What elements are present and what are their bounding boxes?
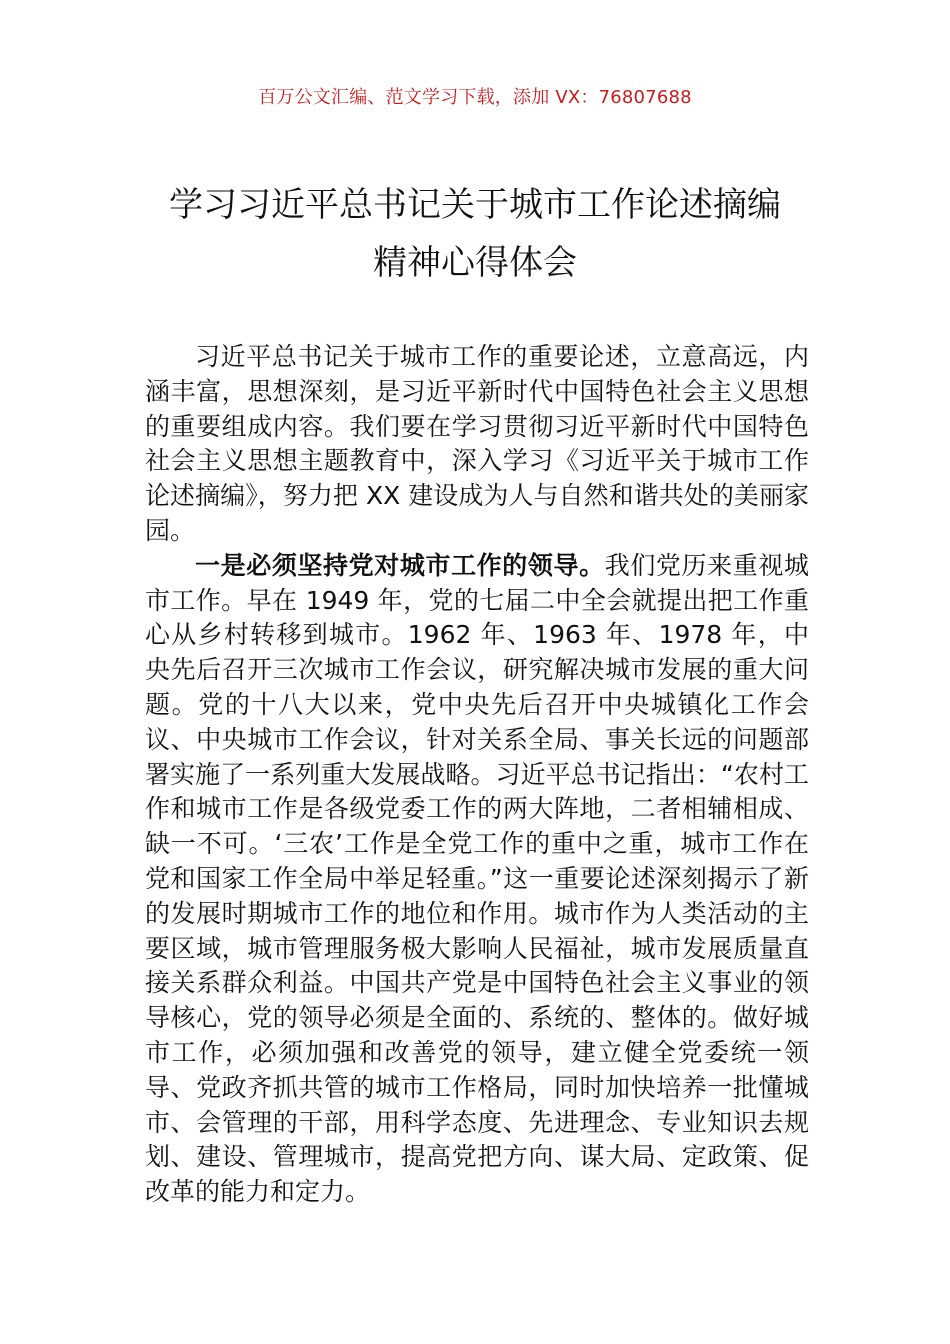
title-line-1: 学习习近平总书记关于城市工作论述摘编 xyxy=(169,185,781,225)
document-title xyxy=(0,176,950,292)
paragraph-point-one xyxy=(145,549,809,1210)
paragraph-text: 我们党历来重视城市工作。早在 1949 年，党的七届二中全会就提出把工作重心从乡村转移到城市。1962 年、1963 年、1978 年，中央先后召开三次城市工作会议，研究解决城市发展的重大问题。党的十八大以来，党中央先后召开中央城镇化工作会议、中央城市工作会议，针对关系全局、事关长远的问题部署实施了一系列重大发展战略。习近平总书记指出：“农村工作和城市工作是各级党委工作的两大阵地，二者相辅相成、缺一不可。‘三农’工作是全党工作的重中之重，城市工作在党和国家工作全局中举足轻重。”这一重要论述深刻揭示了新的发展时期城市工作的地位和作用。城市作为人类活动的主要区域，城市管理服务极大影响人民福祉，城市发展质量直接关系群众利益。中国共产党是中国特色社会主义事业的领导核心，党的领导必须是全面的、系统的、整体的。做好城市工作，必须加强和改善党的领导，建立健全党委统一领导、党政齐抓共管的城市工作格局，同时加快培养一批懂城市、会管理的干部，用科学态度、先进理念、专业知识去规划、建设、管理城市，提高党把方向、谋大局、定政策、促改革的能力和定力。 xyxy=(145,550,809,1207)
title-line-2: 精神心得体会 xyxy=(373,243,577,283)
paragraph-text: 习近平总书记关于城市工作的重要论述，立意高远，内涵丰富，思想深刻，是习近平新时代中国特色社会主义思想的重要组成内容。我们要在学习贯彻习近平新时代中国特色社会主义思想主题教育中，深入学习《习近平关于城市工作论述摘编》，努力把 XX 建设成为人与自然和谐共处的美丽家园。 xyxy=(145,342,809,545)
paragraph-lead: 一是必须坚持党对城市工作的领导。 xyxy=(195,550,605,580)
header-note: 百万公文汇编、范文学习下载，添加 VX：76807688 xyxy=(258,87,692,108)
document-body xyxy=(145,340,809,1210)
paragraph-intro xyxy=(145,340,809,549)
